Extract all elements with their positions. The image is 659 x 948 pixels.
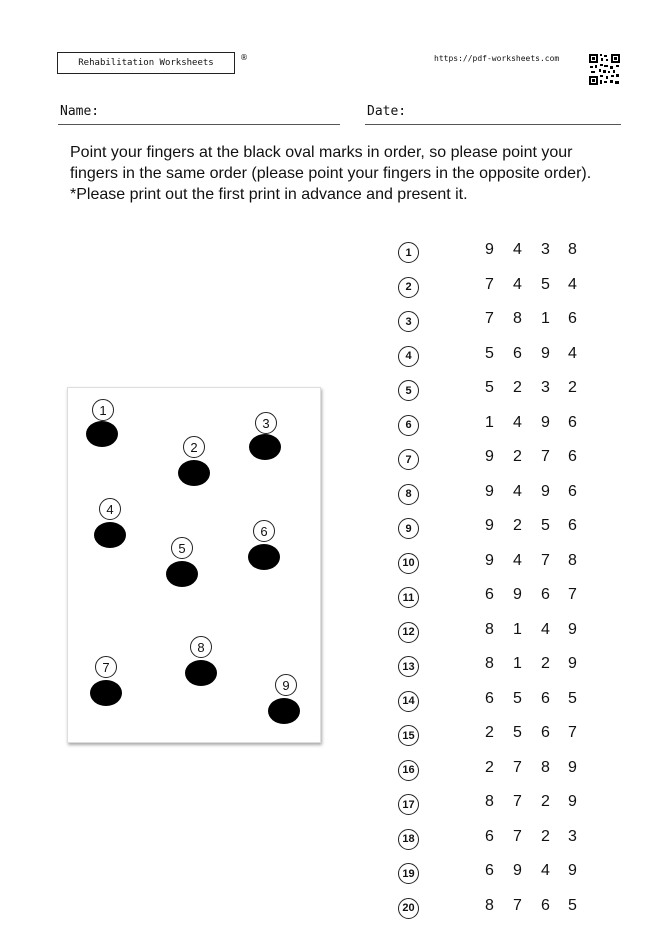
sequence-digit: 8 (485, 793, 494, 810)
sequence-digit: 2 (541, 655, 550, 672)
registered-mark: ® (240, 53, 248, 62)
sequence-number: 15 (398, 725, 419, 746)
sequence-digit: 5 (513, 724, 522, 741)
sequence-digit: 7 (541, 551, 550, 569)
sequence-digit: 9 (485, 482, 494, 500)
sequence-digit: 5 (568, 896, 577, 914)
sequence-row (397, 685, 597, 720)
mark-number: 8 (190, 636, 212, 658)
sequence-row (397, 409, 597, 444)
sequence-digit: 5 (485, 344, 494, 362)
oval-marks-card (67, 387, 321, 743)
sequence-digit: 6 (485, 689, 494, 707)
sequence-digit: 9 (541, 482, 550, 500)
sequence-digit: 7 (513, 793, 522, 810)
sequence-digit: 9 (513, 586, 522, 603)
sequence-row (397, 305, 597, 340)
sequence-digit: 7 (485, 275, 494, 293)
sequence-number: 13 (398, 656, 419, 677)
black-oval (178, 460, 210, 486)
sequence-row (397, 271, 597, 306)
sequence-row (397, 616, 597, 651)
black-oval (268, 698, 300, 724)
sequence-digit: 3 (568, 827, 577, 845)
sequence-digit: 4 (513, 413, 522, 431)
sequence-digit: 6 (541, 896, 550, 914)
sequence-digit: 9 (513, 862, 522, 879)
sequence-digit: 5 (568, 689, 577, 707)
sequence-number: 19 (398, 863, 419, 884)
sequence-digit: 2 (485, 758, 494, 776)
sequence-digit: 5 (485, 379, 494, 396)
sequence-row (397, 650, 597, 685)
mark-number: 7 (95, 656, 117, 678)
sequence-digit: 9 (485, 448, 494, 465)
sequence-row (397, 478, 597, 513)
sequence-number: 6 (398, 415, 419, 436)
sequence-row (397, 236, 597, 271)
sequence-digit: 6 (541, 724, 550, 741)
sequence-digit: 9 (568, 655, 577, 672)
sequence-number: 10 (398, 553, 419, 574)
sequence-digit: 9 (568, 758, 577, 776)
black-oval (90, 680, 122, 706)
sequence-digit: 2 (513, 448, 522, 465)
sequence-digit: 7 (568, 724, 577, 741)
sequence-number: 7 (398, 449, 419, 470)
sequence-digit: 8 (541, 758, 550, 776)
sequence-digit: 6 (568, 482, 577, 500)
sequence-digit: 8 (485, 655, 494, 672)
sequence-row (397, 892, 597, 927)
sequence-digit: 6 (485, 586, 494, 603)
sequence-digit: 8 (513, 310, 522, 327)
sequence-number: 14 (398, 691, 419, 712)
sequence-row (397, 719, 597, 754)
sequence-digit: 6 (513, 344, 522, 362)
black-oval (248, 544, 280, 570)
sequence-digit: 7 (513, 827, 522, 845)
name-label: Name: (60, 104, 100, 119)
sequence-digit: 9 (568, 620, 577, 638)
sequence-number: 9 (398, 518, 419, 539)
sequence-digit: 5 (541, 275, 550, 293)
black-oval (94, 522, 126, 548)
sequence-number: 17 (398, 794, 419, 815)
sequence-digit: 2 (485, 724, 494, 741)
sequence-row (397, 512, 597, 547)
sequence-number: 2 (398, 277, 419, 298)
sequence-digit: 1 (485, 413, 494, 431)
sequence-digit: 2 (513, 517, 522, 534)
sequence-number: 5 (398, 380, 419, 401)
sequence-digit: 2 (541, 793, 550, 810)
sequence-digit: 7 (513, 758, 522, 776)
sequence-number: 8 (398, 484, 419, 505)
sequence-digit: 9 (568, 862, 577, 879)
sequence-digit: 9 (485, 517, 494, 534)
sequence-digit: 6 (568, 413, 577, 431)
sequence-digit: 6 (541, 586, 550, 603)
name-field[interactable] (58, 124, 340, 125)
sequence-digit: 4 (541, 620, 550, 638)
mark-number: 1 (92, 399, 114, 421)
sequence-number: 12 (398, 622, 419, 643)
sequence-row (397, 443, 597, 478)
mark-number: 6 (253, 520, 275, 542)
sequence-digit: 6 (541, 689, 550, 707)
sequence-digit: 9 (485, 551, 494, 569)
sequence-digit: 1 (513, 620, 522, 638)
sequence-row (397, 374, 597, 409)
sequence-row (397, 857, 597, 892)
mark-number: 4 (99, 498, 121, 520)
qr-code-icon (588, 53, 621, 86)
sequence-digit: 6 (485, 827, 494, 845)
mark-number: 3 (255, 412, 277, 434)
sequence-digit: 8 (485, 620, 494, 638)
sequence-digit: 6 (485, 862, 494, 879)
sequence-digit: 8 (568, 551, 577, 569)
sequence-digit: 7 (541, 448, 550, 465)
mark-number: 5 (171, 537, 193, 559)
sequence-row (397, 581, 597, 616)
sequence-row (397, 788, 597, 823)
sequence-digit: 3 (541, 379, 550, 396)
sequence-digit: 4 (513, 551, 522, 569)
sequence-digit: 4 (568, 275, 577, 293)
black-oval (249, 434, 281, 460)
sequence-digit: 4 (568, 344, 577, 362)
sequence-digit: 9 (485, 241, 494, 258)
sequence-digit: 4 (513, 241, 522, 258)
sequence-digit: 2 (541, 827, 550, 845)
sequence-digit: 6 (568, 517, 577, 534)
sequence-digit: 9 (568, 793, 577, 810)
mark-number: 2 (183, 436, 205, 458)
mark-number: 9 (275, 674, 297, 696)
sequence-digit: 3 (541, 241, 550, 258)
sequence-digit: 8 (485, 896, 494, 914)
sequence-digit: 5 (513, 689, 522, 707)
sequence-number: 3 (398, 311, 419, 332)
sequence-row (397, 340, 597, 375)
sequence-digit: 4 (541, 862, 550, 879)
sequence-digit: 4 (513, 275, 522, 293)
sequence-number: 11 (398, 587, 419, 608)
sequence-digit: 4 (513, 482, 522, 500)
sequence-digit: 1 (541, 310, 550, 327)
sequence-digit: 1 (513, 655, 522, 672)
sequence-number: 4 (398, 346, 419, 367)
worksheet-title: Rehabilitation Worksheets (57, 52, 235, 74)
sequence-digit: 5 (541, 517, 550, 534)
sequence-number: 1 (398, 242, 419, 263)
sequence-digit: 8 (568, 241, 577, 258)
instructions-text: Point your fingers at the black oval marks in order, so please point your fingers in the same order (please point your fingers in the opposite order). *Please print out the first print in advance and present it. (70, 144, 592, 203)
sequence-digit: 2 (513, 379, 522, 396)
sequence-digit: 7 (568, 586, 577, 603)
sequence-row (397, 754, 597, 789)
sequence-digit: 9 (541, 413, 550, 431)
sequence-digit: 7 (485, 310, 494, 327)
sequence-digit: 2 (568, 379, 577, 396)
sequence-digit: 6 (568, 448, 577, 465)
sequence-row (397, 823, 597, 858)
site-url[interactable]: https://pdf-worksheets.com (434, 54, 560, 63)
sequence-digit: 6 (568, 310, 577, 327)
sequence-row (397, 547, 597, 582)
sequence-number: 16 (398, 760, 419, 781)
date-field[interactable] (365, 124, 621, 125)
black-oval (166, 561, 198, 587)
black-oval (86, 421, 118, 447)
black-oval (185, 660, 217, 686)
sequence-number: 20 (398, 898, 419, 919)
date-label: Date: (367, 104, 407, 119)
sequence-digit: 7 (513, 896, 522, 914)
sequence-number: 18 (398, 829, 419, 850)
sequence-digit: 9 (541, 344, 550, 362)
